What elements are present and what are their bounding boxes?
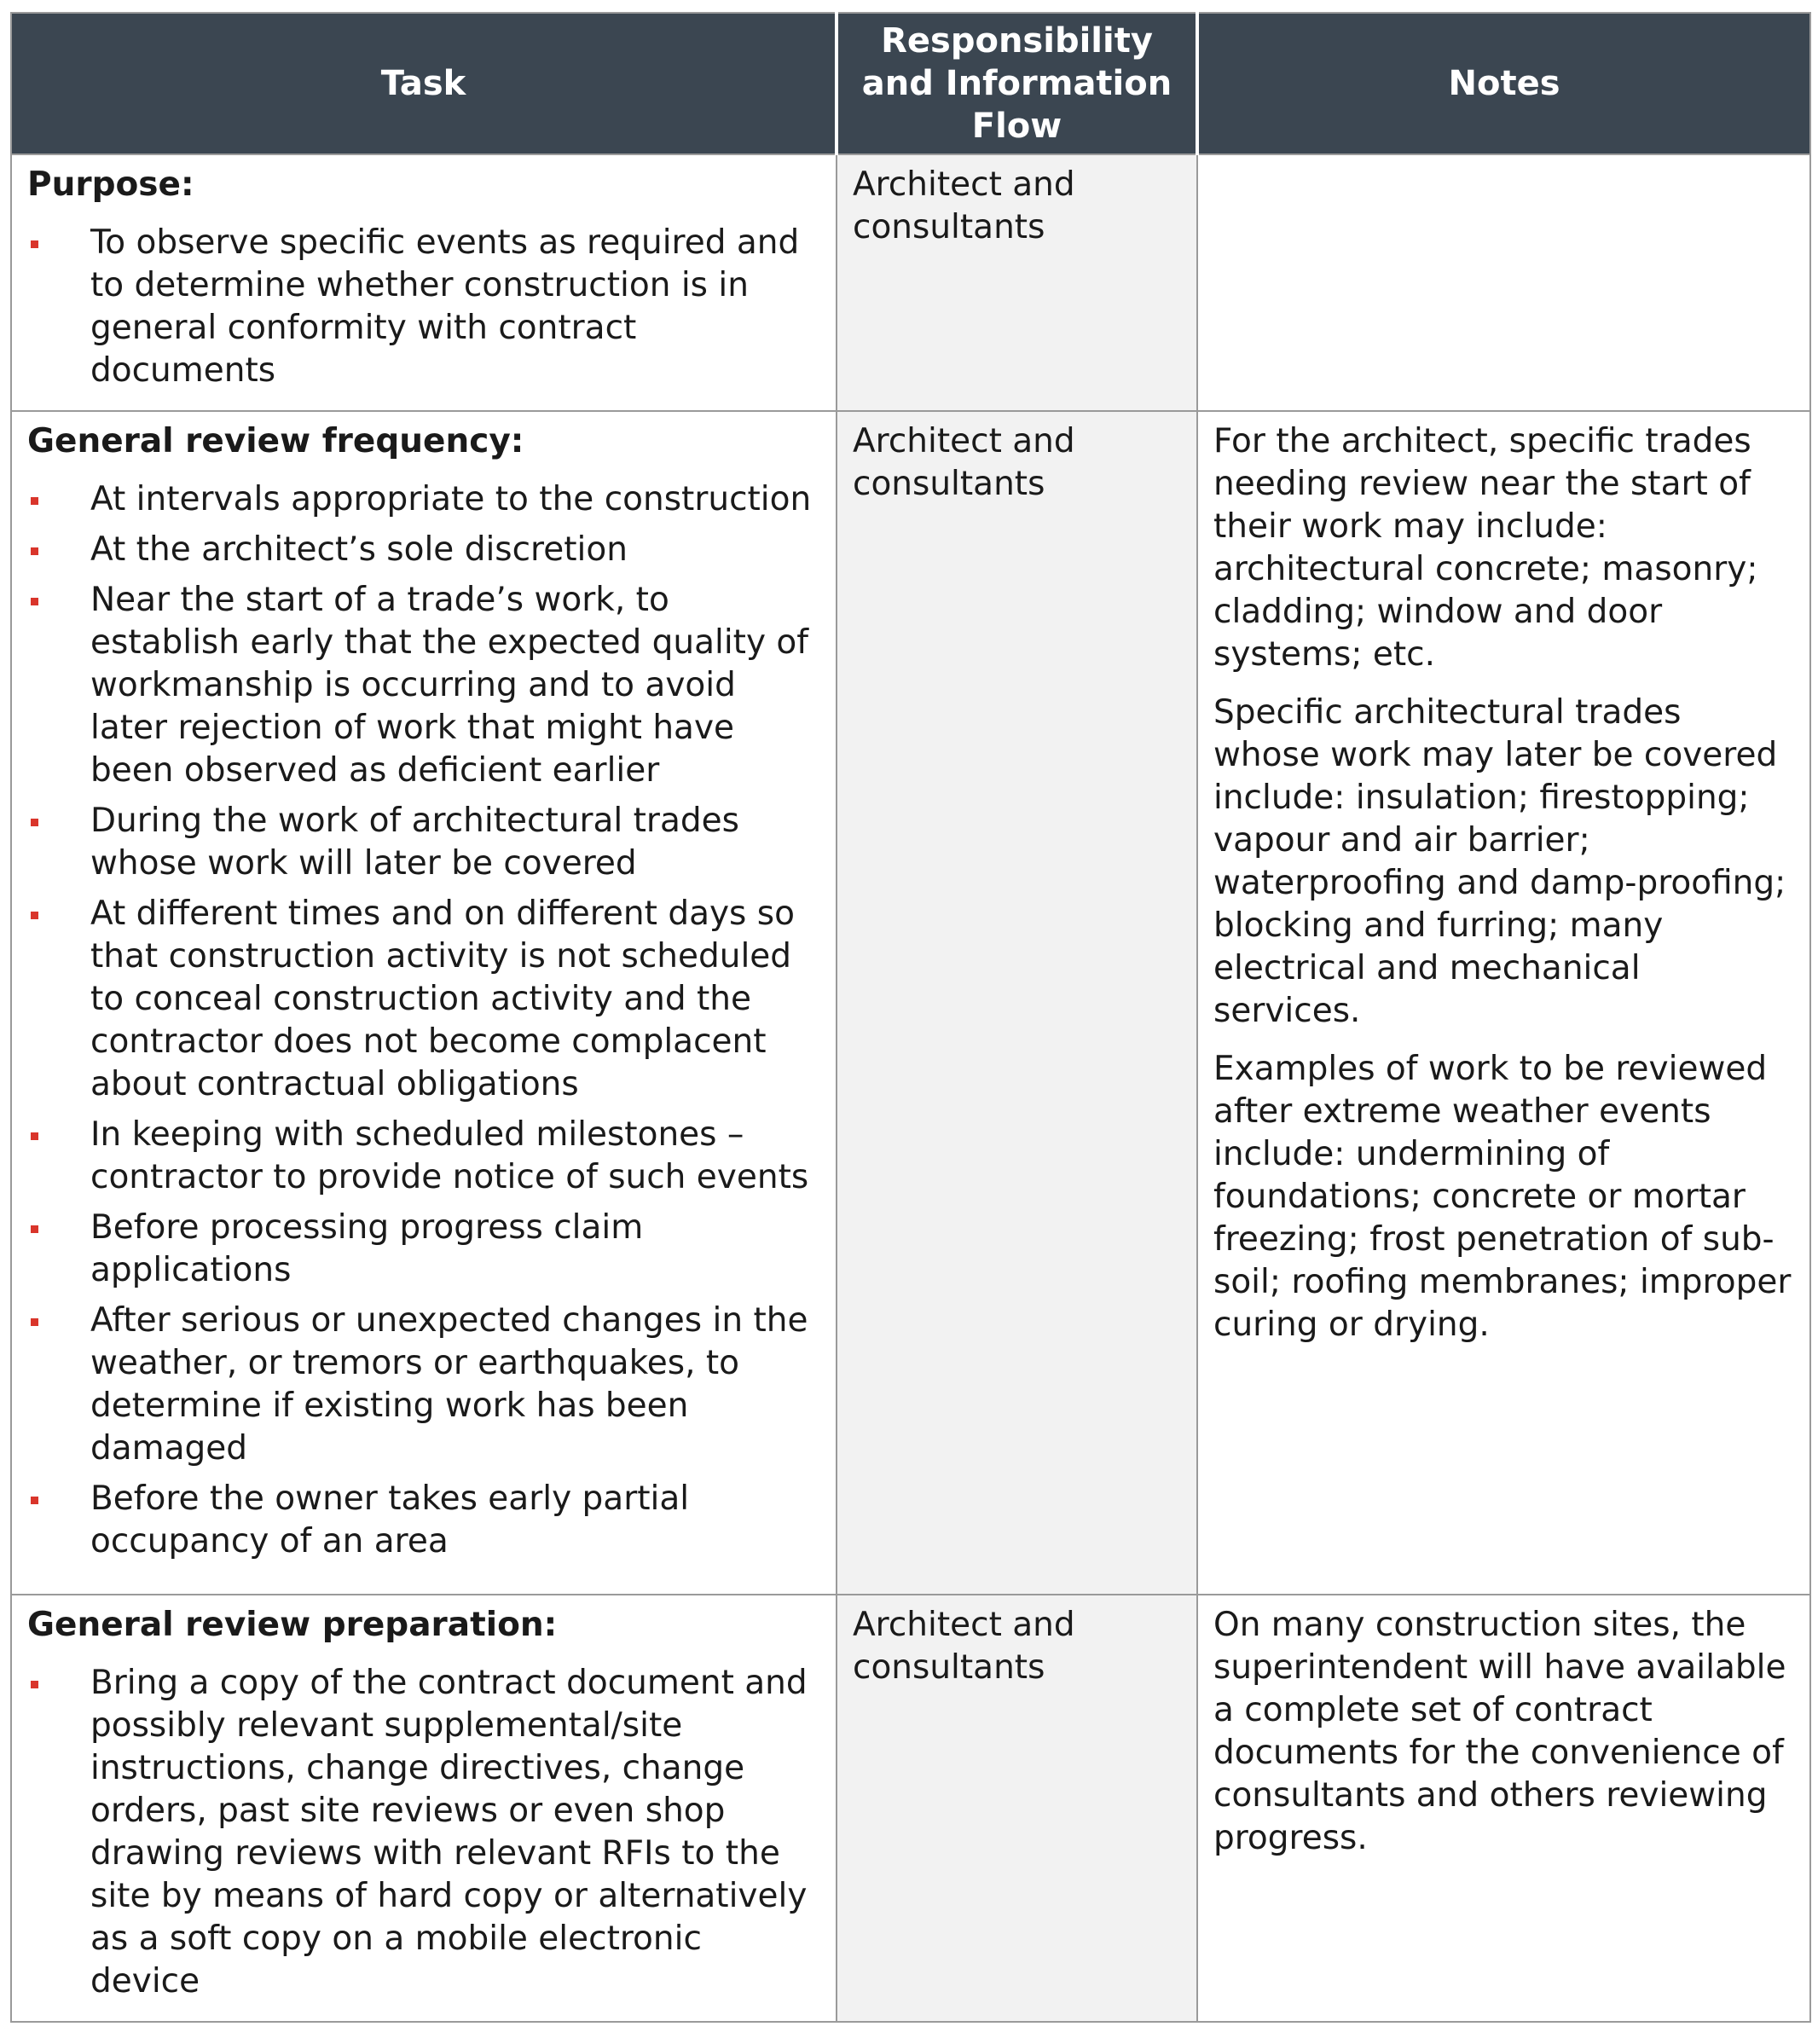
- table-row: [11, 154, 1810, 411]
- task-heading: General review preparation:: [27, 1606, 558, 1644]
- bullet-square-icon: [31, 1132, 38, 1140]
- table-header: [11, 13, 1810, 154]
- task-cell: [11, 154, 837, 411]
- list-item-text: Before the owner takes early partial occupancy of an area: [90, 1479, 690, 1561]
- list-item: [27, 893, 820, 1106]
- bullet-square-icon: [31, 819, 38, 826]
- list-item: [27, 1207, 820, 1292]
- list-item-text: Bring a copy of the contract document and possibly relevant supplemental/site instructions, change directives, change orders, past site reviews or even shop drawing reviews with relevant RFIs to the site by means of hard copy or alternatively as a soft copy on a mobile electronic device: [90, 1664, 808, 2001]
- note-paragraph: On many construction sites, the superintendent will have available a complete set of contract documents for the convenience of consultants and others reviewing progress.: [1213, 1606, 1786, 1857]
- list-item: [27, 1114, 820, 1199]
- note-paragraph: Examples of work to be reviewed after extreme weather events include: undermining of foundations; concrete or mortar freezing; frost penetration of sub-soil; roofing membranes; improper curing or drying.: [1213, 1050, 1792, 1344]
- responsibility-cell: [837, 1595, 1197, 2022]
- table-body: [11, 154, 1810, 2022]
- bullet-list: [27, 1662, 820, 2003]
- list-item-text: To observe specific events as required and to determine whether construction is in general conformity with contract documents: [90, 223, 800, 390]
- list-item: [27, 1478, 820, 1563]
- list-item: [27, 1662, 820, 2003]
- table-row: [11, 411, 1810, 1595]
- note-paragraph: For the architect, specific trades needing review near the start of their work may include: architectural concrete; masonry; cladding; window and door systems; etc.: [1213, 422, 1758, 674]
- header-responsibility: Responsibility and Information Flow: [837, 13, 1197, 154]
- list-item: [27, 478, 820, 521]
- task-cell: [11, 1595, 837, 2022]
- bullet-square-icon: [31, 598, 38, 605]
- table-row: [11, 1595, 1810, 2022]
- bullet-square-icon: [31, 1318, 38, 1326]
- list-item-text: At different times and on different days so that construction activity is not scheduled to conceal construction activity and the contractor does not become complacent about contractual obligations: [90, 895, 795, 1103]
- list-item-text: Near the start of a trade’s work, to establish early that the expected quality of workmanship is occurring and to avoid later rejection of work that might have been observed as deficient earlier: [90, 581, 809, 790]
- task-cell: [11, 411, 837, 1595]
- list-item: [27, 800, 820, 885]
- bullet-square-icon: [31, 240, 38, 248]
- list-item-text: At intervals appropriate to the construction: [90, 480, 812, 518]
- responsibility-text: Architect and consultants: [853, 1606, 1075, 1687]
- bullet-square-icon: [31, 1225, 38, 1233]
- bullet-list: [27, 478, 820, 1563]
- task-heading: Purpose:: [27, 165, 194, 204]
- list-item: [27, 1300, 820, 1470]
- list-item-text: At the architect’s sole discretion: [90, 530, 628, 569]
- notes-cell: [1197, 411, 1810, 1595]
- list-item: [27, 529, 820, 571]
- responsibility-text: Architect and consultants: [853, 422, 1075, 503]
- header-row: [11, 13, 1810, 154]
- bullet-square-icon: [31, 547, 38, 555]
- list-item-text: In keeping with scheduled milestones – contractor to provide notice of such events: [90, 1115, 809, 1196]
- bullet-list: [27, 222, 820, 392]
- header-task: Task: [11, 13, 837, 154]
- responsibility-cell: [837, 411, 1197, 1595]
- bullet-square-icon: [31, 497, 38, 505]
- notes-cell: [1197, 1595, 1810, 2022]
- list-item-text: After serious or unexpected changes in the weather, or tremors or earthquakes, to determine if existing work has been damaged: [90, 1301, 808, 1468]
- list-item-text: Before processing progress claim applications: [90, 1208, 644, 1289]
- bullet-square-icon: [31, 1497, 38, 1504]
- list-item-text: During the work of architectural trades whose work will later be covered: [90, 802, 739, 883]
- note-paragraph: Specific architectural trades whose work may later be covered include: insulation; firestopping; vapour and air barrier; waterproofing and damp-proofing; blocking and furring; many electrical and mechanical services.: [1213, 693, 1786, 1030]
- header-notes: Notes: [1197, 13, 1810, 154]
- notes-cell: [1197, 154, 1810, 411]
- list-item: [27, 222, 820, 392]
- general-review-table: [10, 12, 1811, 2023]
- bullet-square-icon: [31, 1681, 38, 1688]
- list-item: [27, 579, 820, 792]
- responsibility-text: Architect and consultants: [853, 165, 1075, 246]
- bullet-square-icon: [31, 912, 38, 919]
- task-heading: General review frequency:: [27, 422, 524, 460]
- responsibility-cell: [837, 154, 1197, 411]
